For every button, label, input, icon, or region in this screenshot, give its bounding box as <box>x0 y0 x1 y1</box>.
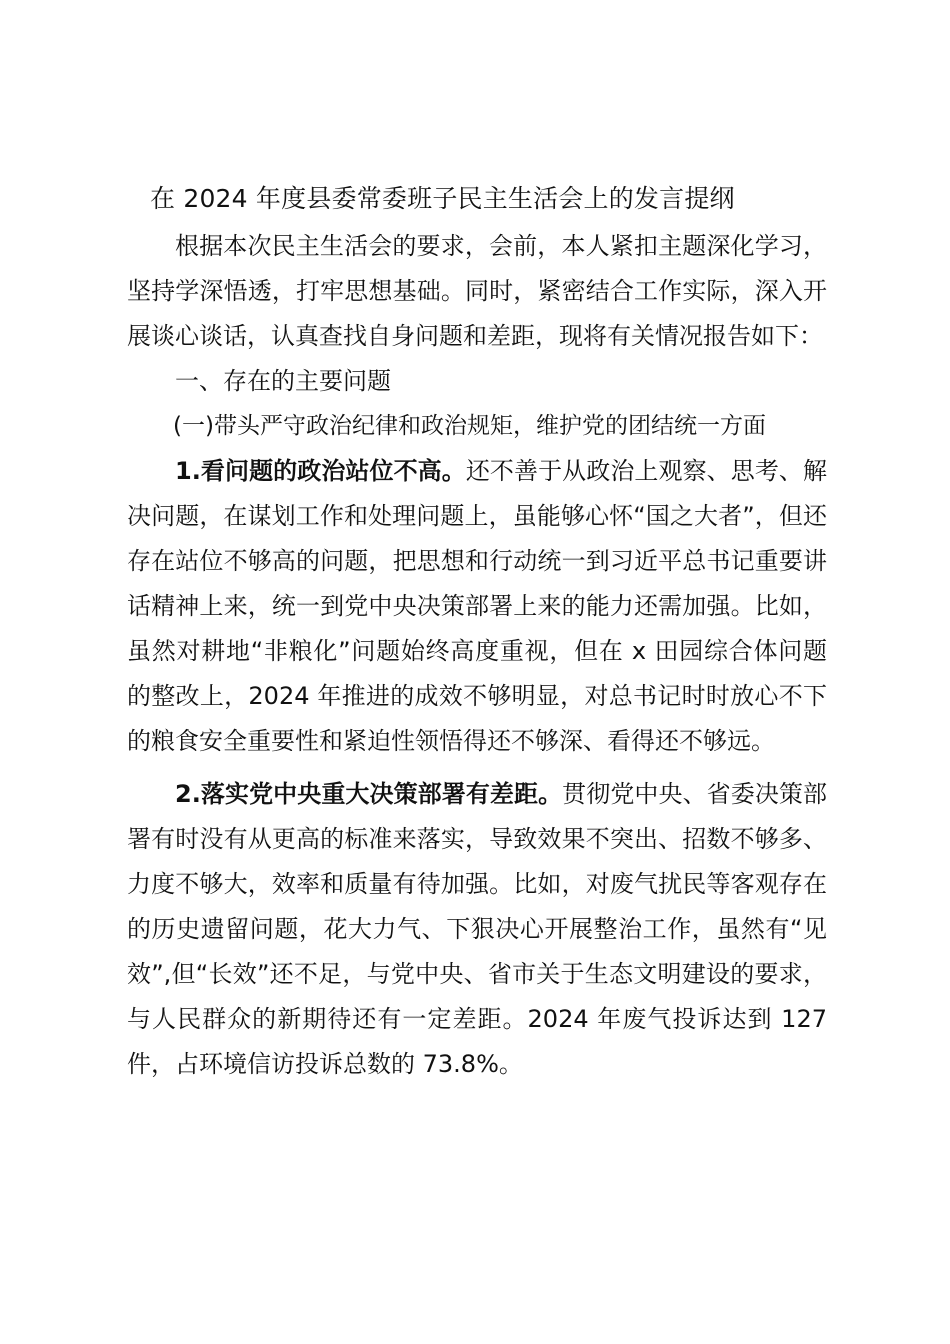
section-heading: 一、存在的主要问题 <box>175 367 391 395</box>
item-1-text: 还不善于从政治上观察、思考、解决问题，在谋划工作和处理问题上，虽能够心怀“国之大者”，但还存在站位不够高的问题，把思想和行动统一到习近平总书记重要讲话精神上来，统一到党中央决策部署上来的能力还需加强。比如，虽然对耕地“非粮化”问题始终高度重视，但在 x 田园综合体问题的整改上，2024 年推进的成效不够明显，对总书记时时放心不下的粮食安全重要性和紧迫性领悟得还不够深、看得还不够远。 <box>127 457 827 755</box>
document-title: 在 2024 年度县委常委班子民主生活会上的发言提纲 <box>150 184 735 213</box>
item-1-paragraph <box>127 449 827 764</box>
intro-paragraph: 根据本次民主生活会的要求，会前，本人紧扣主题深化学习，坚持学深悟透，打牢思想基础。同时，紧密结合工作实际，深入开展谈心谈话，认真查找自身问题和差距，现将有关情况报告如下： <box>127 232 827 350</box>
subsection-heading: (一)带头严守政治纪律和政治规矩，维护党的团结统一方面 <box>173 413 766 439</box>
item-2-text: 贯彻党中央、省委决策部署有时没有从更高的标准来落实，导致效果不突出、招数不够多、力度不够大，效率和质量有待加强。比如，对废气扰民等客观存在的历史遗留问题，花大力气、下狠决心开展整治工作，虽然有“见效”,但“长效”还不足，与党中央、省市关于生态文明建设的要求，与人民群众的新期待还有一定差距。2024 年废气投诉达到 127 件，占环境信访投诉总数的 73.8%。 <box>127 780 827 1078</box>
document-body <box>127 224 827 1087</box>
item-1-lead: 1.看问题的政治站位不高。 <box>175 457 466 485</box>
item-2-lead: 2.落实党中央重大决策部署有差距。 <box>175 780 563 808</box>
item-2-paragraph <box>127 772 827 1087</box>
paragraph-gap <box>127 764 827 772</box>
